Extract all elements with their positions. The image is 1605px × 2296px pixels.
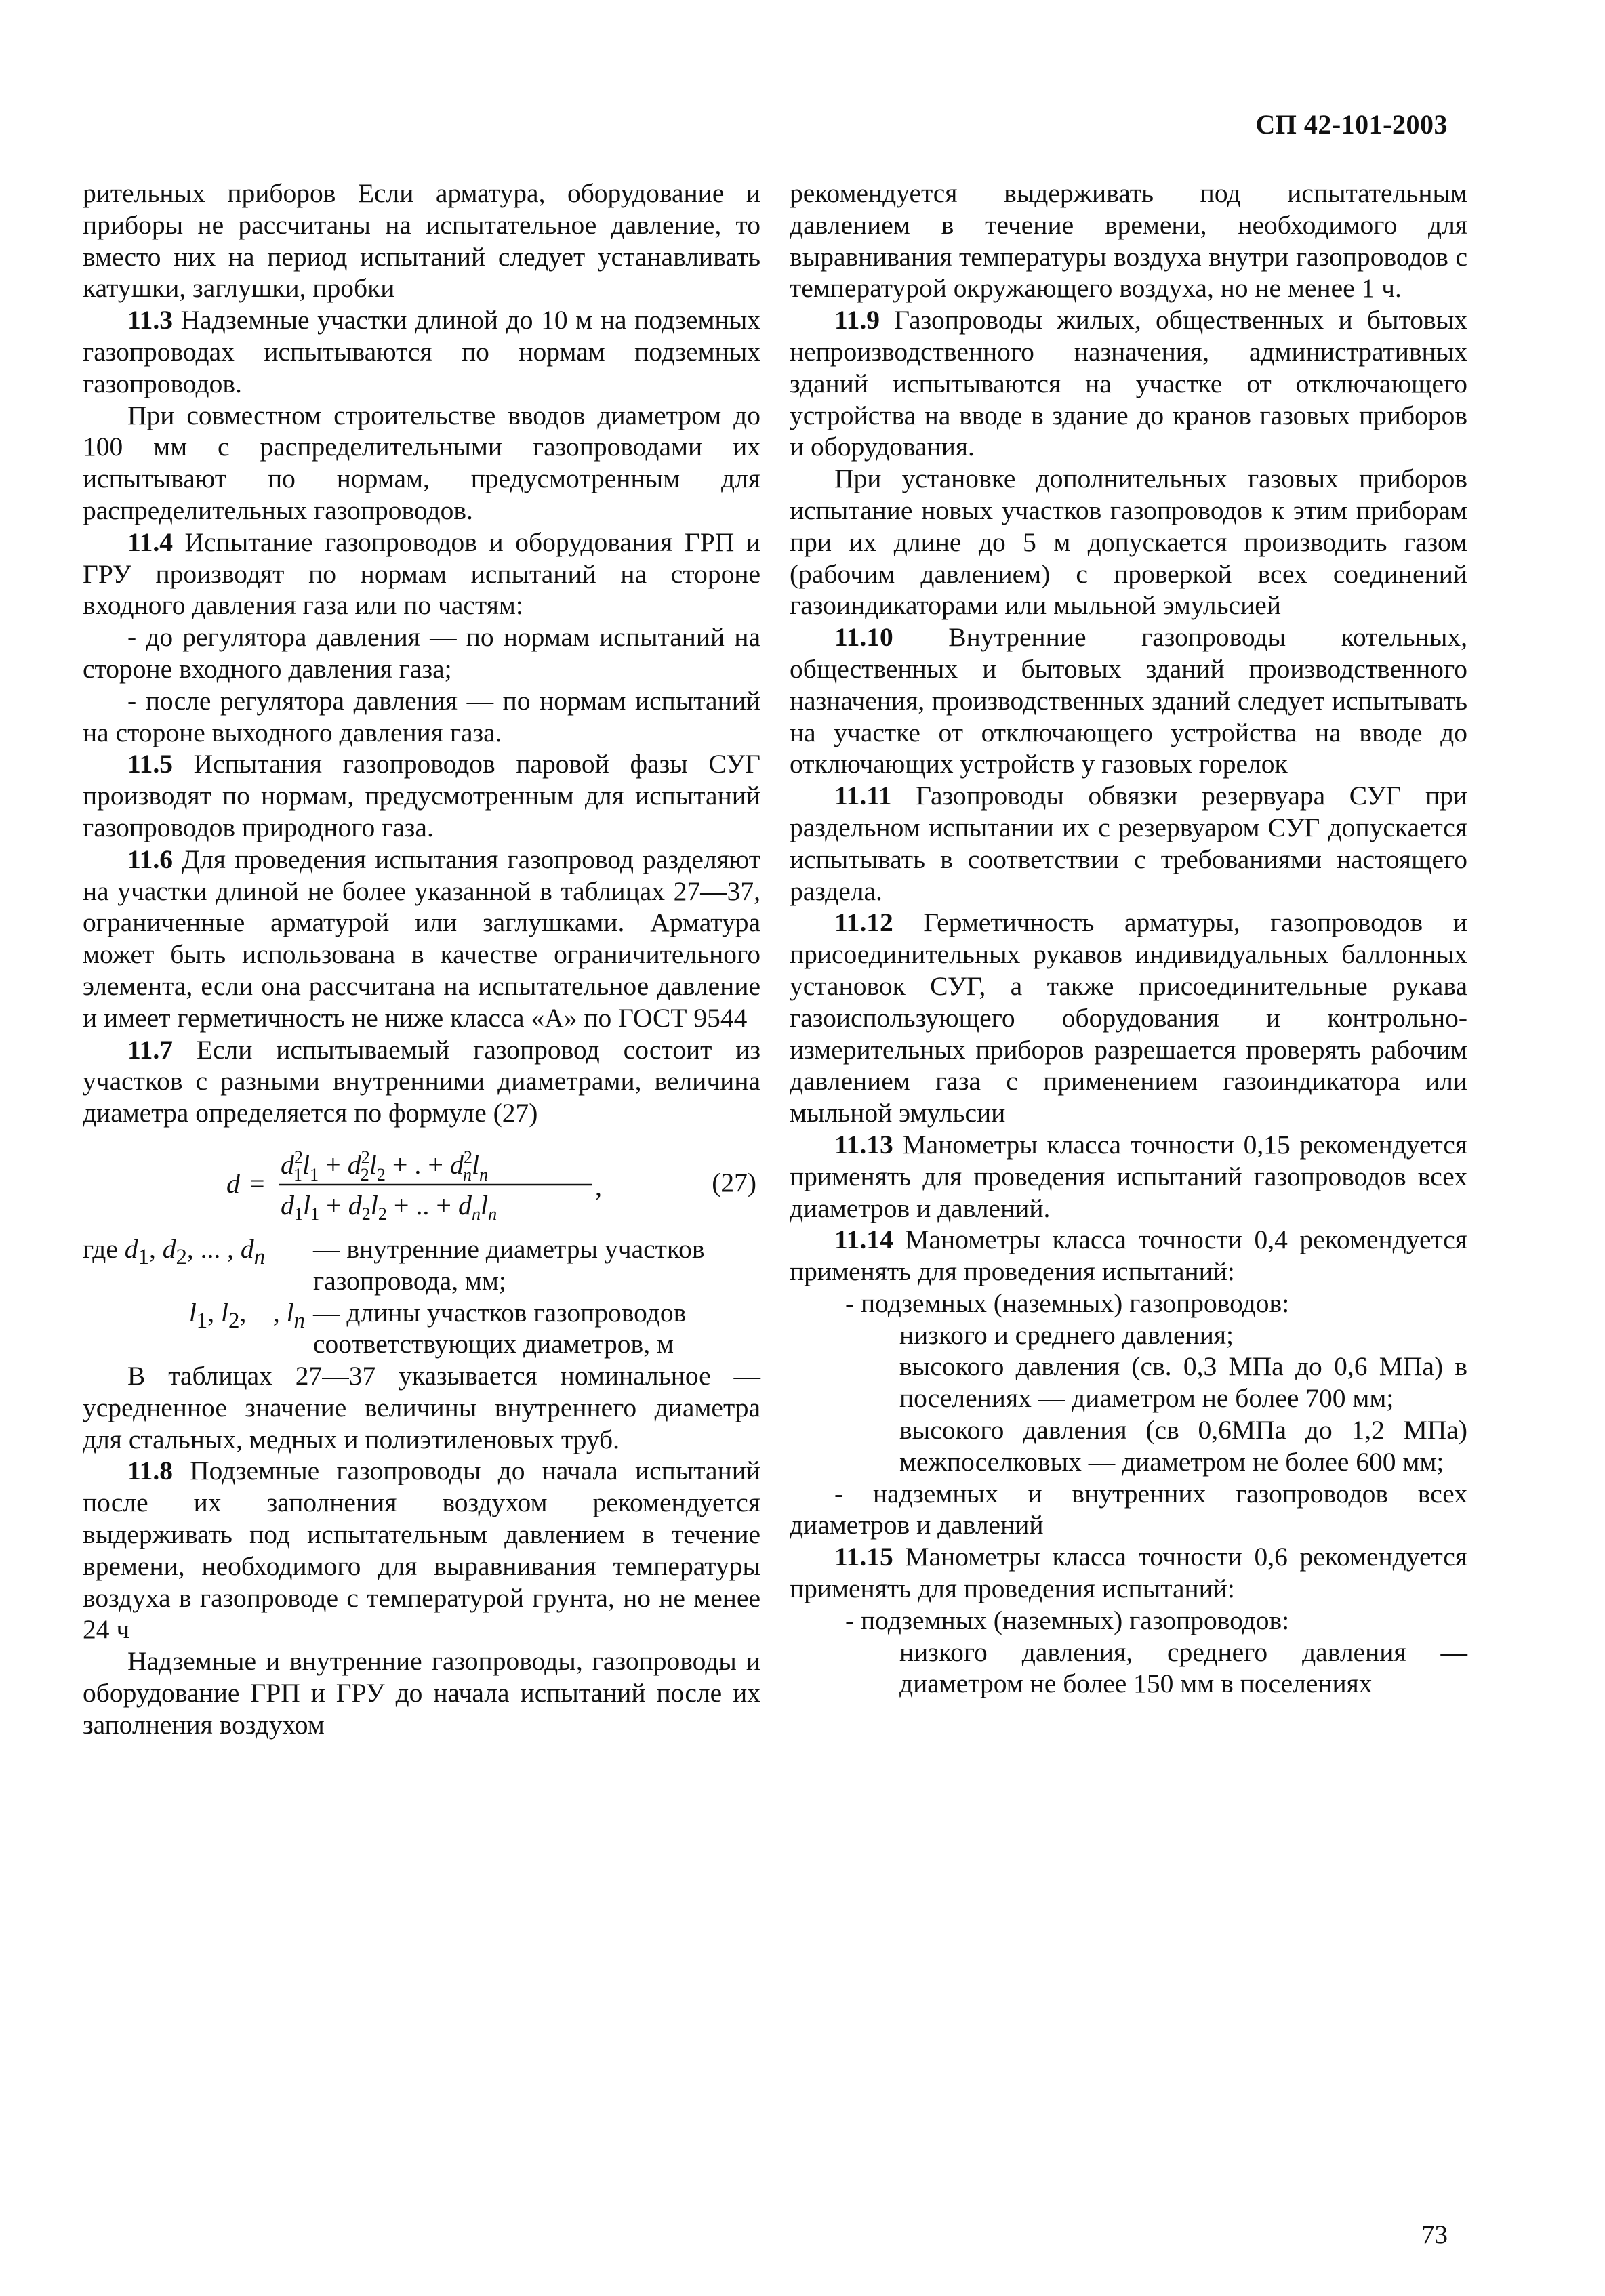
clause-number: 11.13	[834, 1129, 893, 1160]
where-label: где	[83, 1233, 118, 1264]
svg-text:d: d	[226, 1168, 240, 1199]
svg-text:=: =	[249, 1168, 265, 1199]
list-item: - после регулятора давления — по нормам испытаний на стороне выходного давления газа.	[83, 685, 760, 747]
clause-11-7	[83, 1034, 760, 1129]
clause-11-6	[83, 844, 760, 1034]
clause-text: Испытания газопроводов паровой фазы СУГ производят по нормам, предусмотренным для испытаний газопроводов природного газа.	[83, 749, 760, 842]
svg-text:,: ,	[595, 1170, 602, 1202]
clause-number: 11.4	[127, 527, 173, 557]
clause-text: Подземные газопроводы до начала испытаний после их заполнения воздухом рекомендуется выдерживать под испытательным давлением в течение времени, необходимого для выравнивания температуры воздуха в газопроводе с температурой грунта, но не менее 24 ч	[83, 1456, 760, 1645]
svg-text:d1l1 + d2l2 + .. + dnln: $d_1l_1 + d_2l_2$ + .. + $d_nl_n$	[281, 1189, 497, 1224]
formula-27	[83, 1141, 760, 1225]
clause-11-15	[790, 1541, 1467, 1605]
sub-list-item: высокого давления (св 0,6МПа до 1,2 МПа) межпоселковых — диаметром не более 600 мм;	[899, 1415, 1467, 1477]
right-column	[790, 178, 1467, 1700]
clause-11-13	[790, 1129, 1467, 1224]
paragraph: При совместном строительстве вводов диаметром до 100 мм с распределительными газопроводами их испытывают по нормам, предусмотренным для распределительных газопроводов.	[83, 400, 760, 525]
formula-legend	[83, 1233, 760, 1360]
legend-desc-lengths: — длины участков газопроводов соответствующих диаметров, м	[313, 1297, 687, 1359]
clause-number: 11.10	[834, 622, 893, 653]
clause-number: 11.8	[127, 1456, 173, 1486]
clause-text: Внутренние газопроводы котельных, общественных и бытовых зданий производственного назначения, производственных зданий следует испытывать на участке от отключающего устройства на вводе до отключающих устройств у газовых горелок	[790, 622, 1467, 779]
clause-11-3	[83, 304, 760, 399]
paragraph: Надземные и внутренние газопроводы, газопроводы и оборудование ГРП и ГРУ до начала испытаний после их заполнения воздухом	[83, 1646, 760, 1740]
sub-list-item: низкого и среднего давления;	[899, 1319, 1234, 1350]
clause-11-5	[83, 748, 760, 843]
clause-11-11	[790, 780, 1467, 907]
legend-desc-diameters: — внутренние диаметры участков газопровода, мм;	[313, 1233, 705, 1296]
legend-row-lengths: $l_1$, $l_2$, , $l_n$ — длины участков газопроводов соответствующих диаметров, м	[83, 1297, 760, 1361]
paragraph: При установке дополнительных газовых приборов испытание новых участков газопроводов к этим приборам при их длине до 5 м допускается производить газом (рабочим давлением) с проверкой всех соединений газоиндикаторами или мыльной эмульсией	[790, 464, 1467, 621]
clause-text: Манометры класса точности 0,6 рекомендуется применять для проведения испытаний:	[790, 1542, 1467, 1604]
clause-text: Манометры класса точности 0,15 рекомендуется применять для проведения испытаний газопроводов всех диаметров и давлений.	[790, 1129, 1467, 1223]
clause-text: Для проведения испытания газопровод разделяют на участки длиной не более указанной в таблицах 27—37, ограниченные арматурой или заглушками. Арматура может быть использована в качестве ограничительного элемента, если она рассчитана на испытательное давление и имеет герметичность не ниже класса «А» по ГОСТ 9544	[83, 844, 760, 1033]
clause-text: Испытание газопроводов и оборудования ГРП и ГРУ производят по нормам испытаний на стороне входного давления газа или по частям:	[83, 527, 760, 621]
clause-number: 11.14	[834, 1225, 893, 1255]
clause-11-9	[790, 304, 1467, 463]
svg-text:d21l1 + d22l2 + . + d2nln: $d^2$ $1l_1 + d^2$ $2l_2$ + . + $d^2$ $nl_n$	[281, 1147, 489, 1185]
clause-number: 11.3	[127, 305, 173, 335]
clause-number: 11.11	[834, 781, 892, 811]
list-item: - подземных (наземных) газопроводов:	[845, 1605, 1290, 1635]
clause-11-14	[790, 1224, 1467, 1288]
clause-text: Газопроводы жилых, общественных и бытовых непроизводственного назначения, административных зданий испытываются на участке от отключающего устройства на вводе в здание до кранов газовых приборов и оборудования.	[790, 305, 1467, 462]
clause-text: Газопроводы обвязки резервуара СУГ при раздельном испытании их с резервуаром СУГ допускается испытывать в соответствии с требованиями настоящего раздела.	[790, 781, 1467, 906]
list-item: - подземных (наземных) газопроводов:	[845, 1288, 1290, 1318]
paragraph-continuation: рительных приборов Если арматура, оборудование и приборы не рассчитаны на испытательное давление, то вместо них на период испытаний следует устанавливать катушки, заглушки, пробки	[83, 178, 760, 304]
paragraph-continuation: рекомендуется выдерживать под испытательным давлением в течение времени, необходимого для выравнивания температуры воздуха внутри газопроводов с температурой окружающего воздуха, но не менее 1 ч.	[790, 178, 1467, 304]
clause-text: Надземные участки длиной до 10 м на подземных газопроводах испытываются по нормам подземных газопроводов.	[83, 305, 760, 398]
clause-number: 11.12	[834, 907, 893, 938]
formula-graphic	[83, 1141, 760, 1225]
left-column	[83, 178, 760, 1741]
page-number: 73	[1421, 2220, 1448, 2249]
clause-11-8	[83, 1455, 760, 1645]
clause-11-4	[83, 527, 760, 621]
clause-text: Манометры класса точности 0,4 рекомендуется применять для проведения испытаний:	[790, 1225, 1467, 1287]
clause-11-12	[790, 907, 1467, 1129]
clause-number: 11.5	[127, 749, 173, 779]
formula-number: (27)	[712, 1167, 756, 1197]
legend-row-diameters: где $d_1$, $d_2$, ... , $d_n$ — внутренние диаметры участков газопровода, мм;	[83, 1233, 760, 1297]
clause-text: Если испытываемый газопровод состоит из участков с разными внутренними диаметрами, величина диаметра определяется по формуле (27)	[83, 1034, 760, 1128]
clause-11-10	[790, 621, 1467, 780]
clause-number: 11.6	[127, 844, 173, 874]
sub-list-item: низкого давления, среднего давления — диаметром не более 150 мм в поселениях	[899, 1637, 1467, 1699]
clause-text: Герметичность арматуры, газопроводов и присоединительных рукавов индивидуальных баллонных установок СУГ, а также присоединительные рукава газоиспользующего оборудования и контрольно-измерительных приборов разрешается проверять рабочим давлением газа с применением газоиндикатора или мыльной эмульсии	[790, 907, 1467, 1128]
clause-number: 11.9	[834, 305, 880, 335]
paragraph: В таблицах 27—37 указывается номинальное — усредненное значение величины внутреннего диаметра для стальных, медных и полиэтиленовых труб.	[83, 1361, 760, 1454]
sub-list-item: высокого давления (св. 0,3 МПа до 0,6 МПа) в поселениях — диаметром не более 700 мм;	[899, 1351, 1467, 1414]
clause-number: 11.7	[127, 1034, 173, 1065]
document-code-header: СП 42-101-2003	[1255, 109, 1448, 140]
list-item: - надземных и внутренних газопроводов всех диаметров и давлений	[790, 1478, 1467, 1540]
clause-number: 11.15	[834, 1542, 893, 1572]
list-item: - до регулятора давления — по нормам испытаний на стороне входного давления газа;	[83, 622, 760, 684]
